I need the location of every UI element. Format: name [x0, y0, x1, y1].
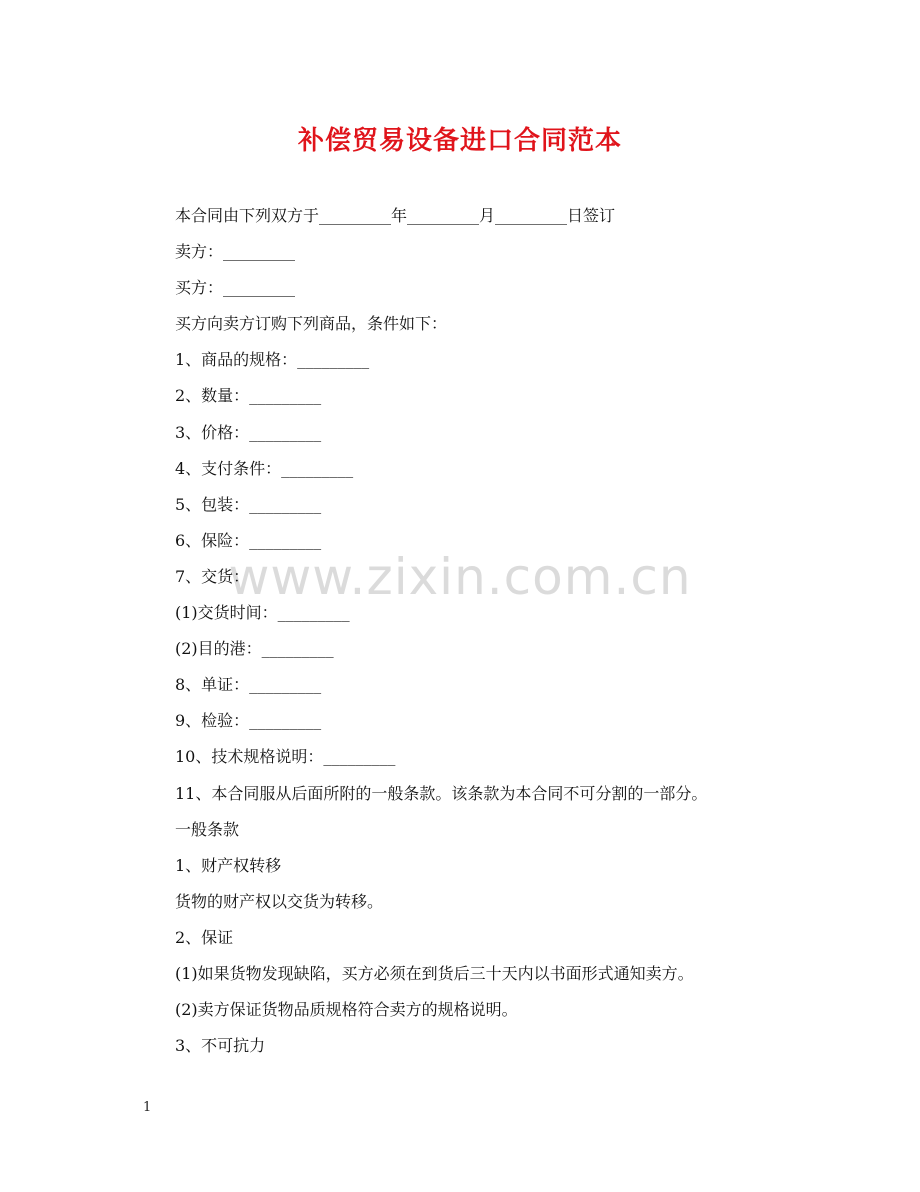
seller-line: 卖方：_________	[175, 242, 296, 262]
order-intro: 买方向卖方订购下列商品，条件如下：	[175, 314, 448, 334]
warranty-item-1: (1)如果货物发现缺陷，买方必须在到货后三十天内以书面形式通知卖方。	[175, 963, 694, 983]
clause-specification: 1、商品的规格：_________	[175, 350, 370, 370]
clause-inspection: 9、检验：_________	[175, 711, 322, 731]
clause-delivery: 7、交货：	[175, 566, 250, 586]
general-terms-heading: 一般条款	[175, 819, 240, 839]
clause-payment: 4、支付条件：_________	[175, 458, 354, 478]
clause-general-terms-ref: 11、本合同服从后面所附的一般条款。该条款为本合同不可分割的一部分。	[175, 783, 708, 803]
term-text-title-transfer: 货物的财产权以交货为转移。	[175, 891, 384, 911]
contract-date-line: 本合同由下列双方于_________年_________月_________日签订	[175, 206, 616, 225]
delivery-time: (1)交货时间：_________	[175, 603, 350, 623]
term-title-warranty: 2、保证	[175, 927, 234, 947]
clause-technical-spec: 10、技术规格说明：_________	[175, 747, 396, 767]
page-number: 1	[143, 1100, 152, 1115]
clause-quantity: 2、数量：_________	[175, 386, 322, 406]
clause-documents: 8、单证：_________	[175, 675, 322, 695]
buyer-line: 买方：_________	[175, 278, 296, 298]
watermark: www.zixin.com.cn	[228, 548, 692, 606]
term-title-title-transfer: 1、财产权转移	[175, 855, 282, 875]
warranty-item-2: (2)卖方保证货物品质规格符合卖方的规格说明。	[175, 1000, 518, 1020]
document-body	[175, 198, 815, 1064]
term-title-force-majeure: 3、不可抗力	[175, 1036, 266, 1056]
destination-port: (2)目的港：_________	[175, 639, 334, 659]
clause-insurance: 6、保险：_________	[175, 530, 322, 550]
clause-price: 3、价格：_________	[175, 422, 322, 442]
clause-packing: 5、包装：_________	[175, 494, 322, 514]
document-title: 补偿贸易设备进口合同范本	[297, 126, 622, 156]
